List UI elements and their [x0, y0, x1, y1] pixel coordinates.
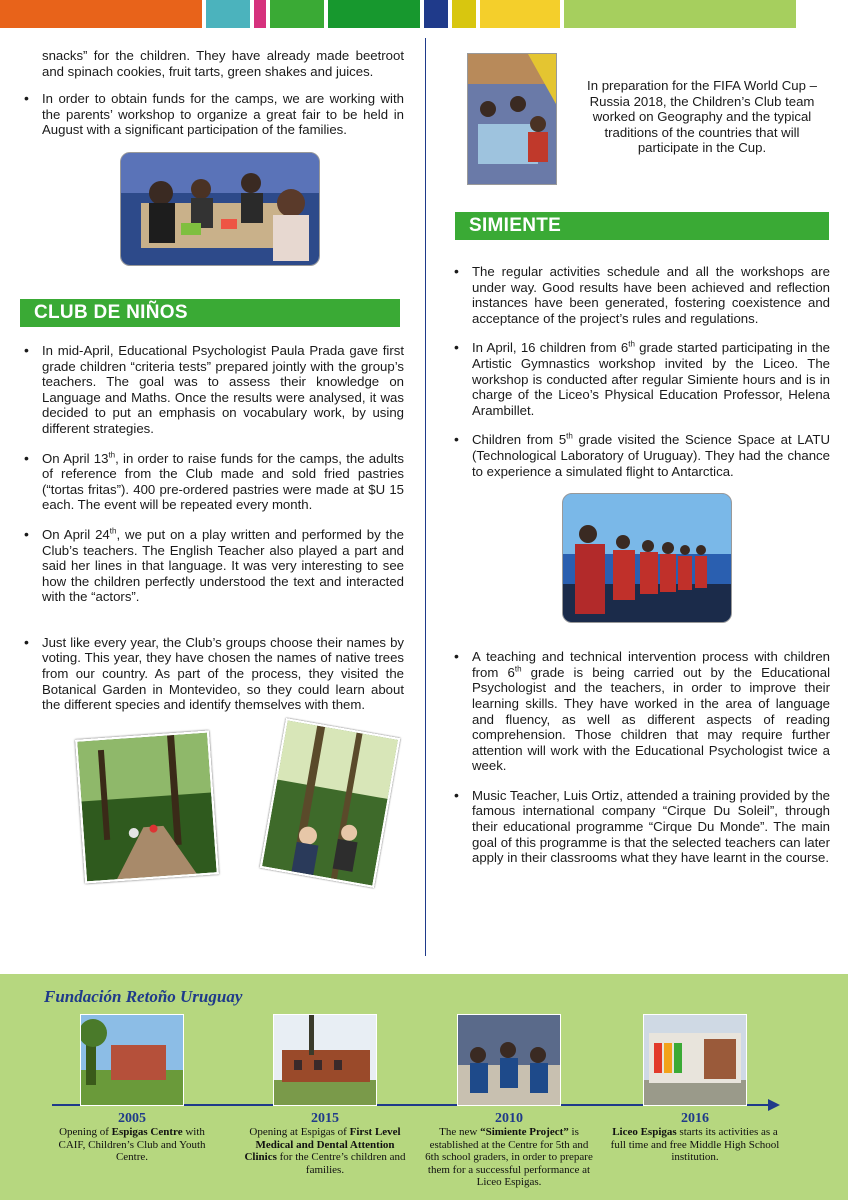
text: grade is being carried out by the Educational Psychologist and the teachers, in order to improve their learning skills. They have worked in the area of language and fluency, as well as different aspects of reading comprehension. Those children that may require further attention will work with the Educational Psychologist twice a week. [472, 664, 831, 774]
text: with CAIF, Children’s Club and Youth Centre. [58, 1126, 206, 1163]
timeline-text [240, 1126, 410, 1176]
section-heading-simiente [455, 212, 829, 240]
photo-forest-children [260, 718, 401, 888]
bullet-fair: • In order to obtain funds for the camps, we are working with the parents’ workshop to organize a great fair to be held in August with a significant participation of the families. [22, 91, 404, 138]
bullet-play [22, 527, 404, 605]
timeline-photo-image [81, 1015, 183, 1105]
text: , in order to raise funds for the camps, the adults of reference from the Club made and sold fried pastries (“tortas fritas”). 400 pre-ordered pastries were made at $U 15 each. The event will be repeated every month. [42, 450, 404, 513]
photo-forest-children-image [262, 720, 398, 885]
timeline-photo-image [274, 1015, 376, 1105]
text: starts its activities as a full time and free Middle High School institution. [610, 1126, 780, 1163]
bullet-activities: • The regular activities schedule and all the workshops are under way. Good results have been achieved and reflection instances have been generated, fostering coexistence and acceptance of the project’s rules and regulations. [452, 264, 830, 326]
text-bold: Espigas Centre [111, 1126, 183, 1138]
sup: th [514, 664, 522, 674]
footer-title: Fundación Retoño Uruguay [44, 987, 243, 1006]
text: On April 13 [42, 450, 109, 466]
right-column [452, 48, 830, 880]
text: , we put on a play written and performed by the Club’s teachers. The English Teacher also played a part and said her lines in that language. It was very interesting to see how the children perfectly understood the text and interacted with the “actors”. [42, 526, 404, 605]
timeline-year: 2005 [118, 1111, 146, 1126]
timeline-footer [0, 974, 848, 1200]
text: grade started participating in the Artistic Gymnastics workshop invited by the Liceo. The workshop is conducted after regular Simiente hours and is in charge of the Liceo’s Physical Education Professor, Helena Arambillet. [472, 340, 830, 418]
timeline-text [47, 1126, 217, 1164]
timeline-year: 2010 [495, 1111, 523, 1126]
text: for the Centre’s children and families. [276, 1151, 406, 1176]
bullet-gymnastics [452, 340, 830, 418]
timeline-photo-image [458, 1015, 560, 1105]
bullet-cirque: • Music Teacher, Luis Ortiz, attended a training provided by the famous international company “Cirque Du Soleil”, through their educational programme “Cirque Du Monde”. The main goal of this programme is that the selected teachers can later apply in their classrooms what they have learnt in the course. [452, 788, 830, 866]
photo-science-space [562, 493, 732, 623]
bullet-criteria-tests: • In mid-April, Educational Psychologist Paula Prada gave first grade children “criteria tests” prepared jointly with the group’s teachers. The goal was to assess their knowledge on Language and Maths. Once the results were analysed, it was decided to put an emphasis on vocabulary work, by using different strategies. [22, 343, 404, 437]
timeline-photo [80, 1014, 184, 1106]
photos-botanical [22, 727, 404, 897]
timeline-text [424, 1126, 594, 1189]
text-bold: Liceo Espigas [612, 1126, 677, 1138]
timeline-photo [273, 1014, 377, 1106]
bullet-intervention [452, 649, 830, 774]
timeline-item-2005 [47, 1014, 217, 1164]
text-bold: “Simiente Project” [480, 1126, 569, 1138]
section-title: CLUB DE NIÑOS [34, 301, 188, 323]
left-column [22, 48, 404, 897]
photo-park-path-image [77, 732, 216, 881]
paragraph-snacks: snacks” for the children. They have already made beetroot and spinach cookies, fruit tarts, green shakes and juices. [42, 48, 404, 79]
timeline-photo [457, 1014, 561, 1106]
photo-park-path [75, 730, 219, 883]
text: A teaching and technical intervention process with children from 6 [472, 649, 830, 680]
photo-science-space-image [563, 494, 731, 622]
text: Opening at Espigas of [249, 1126, 350, 1138]
photo-workshop-table [120, 152, 320, 266]
timeline-item-2010 [424, 1014, 594, 1189]
timeline-item-2016 [610, 1014, 780, 1164]
text: is established at the Centre for 5th and 6th school graders, in order to prepare them for a successful performance at Liceo Espigas. [425, 1126, 593, 1188]
timeline-item-2015 [240, 1014, 410, 1176]
bullet-botanical-garden: • Just like every year, the Club’s groups choose their names by voting. This year, they have chosen the names of native trees from our country. As part of the process, they visited the Botanical Garden in Montevideo, so they could learn about the different species and identify themselves with them. [22, 635, 404, 713]
text: Children from 5 [472, 432, 567, 448]
timeline-year: 2015 [311, 1111, 339, 1126]
worldcup-block [452, 48, 830, 188]
section-title: SIMIENTE [469, 215, 562, 236]
text: grade visited the Science Space at LATU (Technological Laboratory of Uruguay). They had the chance to experience a simulated flight to Antarctica. [472, 432, 831, 479]
sup: th [566, 431, 573, 441]
sup: th [109, 526, 117, 536]
timeline-photo-image [644, 1015, 746, 1105]
timeline-year: 2016 [681, 1111, 709, 1126]
timeline-photo [643, 1014, 747, 1106]
column-divider [425, 38, 426, 956]
sup: th [628, 339, 635, 349]
bullet-tortas-fritas [22, 451, 404, 513]
text: Opening of [59, 1126, 112, 1138]
worldcup-caption: In preparation for the FIFA World Cup – Russia 2018, the Children’s Club team worked on Geography and the typical traditions of the countries that will participate in the Cup. [587, 78, 817, 156]
text: On April 24 [42, 526, 110, 542]
section-heading-club-de-ninos [20, 299, 400, 327]
text: The new [439, 1126, 481, 1138]
sup: th [108, 450, 116, 460]
timeline-text [610, 1126, 780, 1164]
text: In April, 16 children from 6 [472, 340, 629, 356]
top-color-bar [0, 0, 848, 28]
bullet-latu [452, 432, 830, 479]
photo-geography-class [467, 53, 557, 185]
photo-workshop-table-image [121, 153, 319, 265]
text-bold: First Level Medical and Dental Attention Clinics [244, 1126, 401, 1163]
photo-geography-class-image [468, 54, 556, 184]
